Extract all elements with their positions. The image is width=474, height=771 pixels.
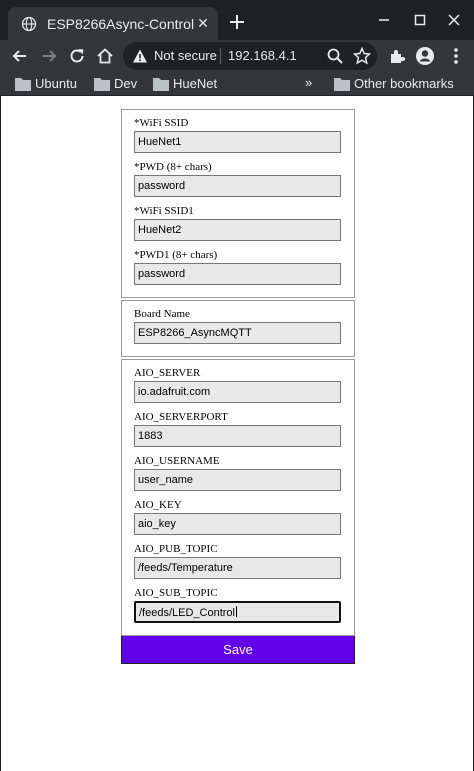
wifi-pwd-label: *PWD (8+ chars)	[134, 161, 212, 173]
home-icon[interactable]	[95, 46, 115, 66]
reload-icon[interactable]	[67, 46, 87, 66]
new-tab-icon[interactable]	[228, 13, 246, 31]
aio-username-label: AIO_USERNAME	[134, 455, 220, 467]
bookmark-star-icon[interactable]	[353, 47, 371, 65]
board-name-label: Board Name	[134, 308, 190, 320]
aio-username-input[interactable]: user_name	[134, 469, 341, 491]
wifi-section	[121, 109, 355, 298]
aio-server-input[interactable]: io.adafruit.com	[134, 381, 341, 403]
board-name-input[interactable]: ESP8266_AsyncMQTT	[134, 322, 341, 344]
minimize-icon[interactable]	[376, 12, 392, 28]
folder-icon	[94, 77, 110, 91]
board-section	[121, 300, 355, 357]
security-status[interactable]: Not secure	[154, 48, 217, 63]
browser-titlebar	[0, 0, 474, 40]
omnibox-divider	[220, 48, 221, 64]
save-button[interactable]: Save	[121, 636, 355, 664]
address-bar[interactable]	[123, 42, 377, 70]
zoom-icon[interactable]	[326, 47, 344, 65]
aio-key-input[interactable]: aio_key	[134, 513, 341, 535]
wifi-pwd1-label: *PWD1 (8+ chars)	[134, 249, 218, 261]
aio-server-label: AIO_SERVER	[134, 367, 201, 379]
bookmarks-bar: Ubuntu Dev HueNet » Other bookmarks	[0, 72, 474, 96]
folder-icon	[15, 77, 31, 91]
aio-pub-topic-input[interactable]: /feeds/Temperature	[134, 557, 341, 579]
tab-title: ESP8266Async-Control	[47, 16, 195, 32]
aio-serverport-input[interactable]: 1883	[134, 425, 341, 447]
wifi-ssid-label: *WiFi SSID	[134, 117, 189, 129]
page-viewport	[0, 96, 474, 771]
aio-sub-topic-value: /feeds/LED_Control	[139, 607, 235, 619]
globe-icon	[21, 16, 37, 32]
tab-close-icon[interactable]: ✕	[197, 15, 209, 31]
folder-icon	[153, 77, 169, 91]
config-form	[121, 109, 355, 664]
back-arrow-icon[interactable]	[10, 46, 30, 66]
url-text[interactable]: 192.168.4.1	[228, 48, 297, 63]
bookmarks-overflow-button[interactable]: »	[305, 75, 313, 90]
browser-tab[interactable]	[8, 7, 218, 40]
window-close-icon[interactable]	[446, 12, 462, 28]
wifi-pwd-input[interactable]: password	[134, 175, 341, 197]
aio-section	[121, 359, 355, 636]
warning-icon[interactable]	[132, 48, 148, 64]
wifi-ssid-input[interactable]: HueNet1	[134, 131, 341, 153]
aio-pub-topic-label: AIO_PUB_TOPIC	[134, 543, 218, 555]
wifi-ssid1-input[interactable]: HueNet2	[134, 219, 341, 241]
folder-icon	[334, 77, 350, 91]
text-caret	[236, 606, 237, 617]
wifi-pwd1-input[interactable]: password	[134, 263, 341, 285]
wifi-ssid1-label: *WiFi SSID1	[134, 205, 194, 217]
aio-key-label: AIO_KEY	[134, 499, 182, 511]
browser-toolbar	[0, 40, 474, 72]
menu-kebab-icon[interactable]	[446, 46, 466, 66]
aio-sub-topic-input[interactable]	[134, 601, 341, 623]
forward-arrow-icon[interactable]	[39, 46, 59, 66]
profile-avatar-icon[interactable]	[415, 46, 435, 66]
maximize-icon[interactable]	[412, 12, 428, 28]
aio-serverport-label: AIO_SERVERPORT	[134, 411, 228, 423]
aio-sub-topic-label: AIO_SUB_TOPIC	[134, 587, 218, 599]
extensions-icon[interactable]	[387, 46, 407, 66]
